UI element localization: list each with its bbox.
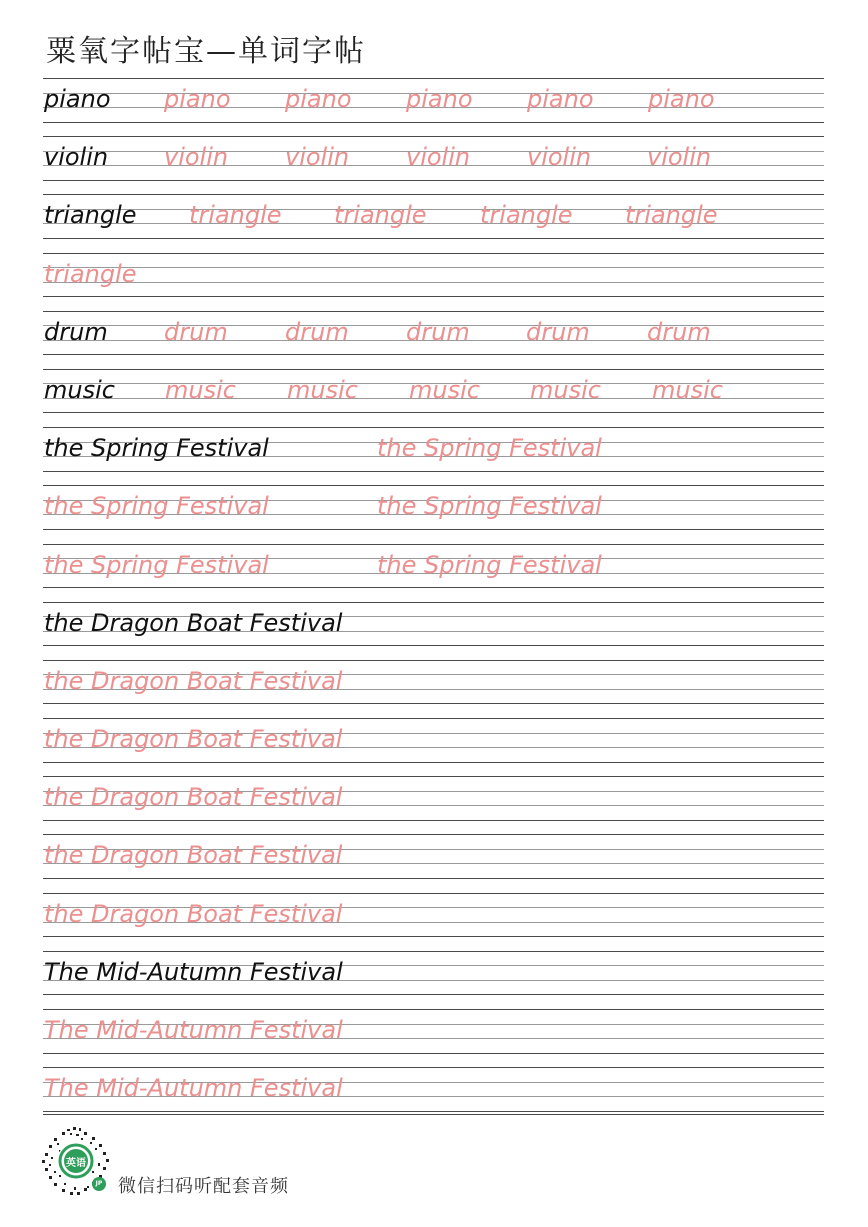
trace-word: triangle [480,201,573,230]
model-word: piano [44,85,111,113]
trace-word: piano [648,85,715,113]
trace-word: piano [527,85,594,113]
qr-corner-label: JP [95,1180,103,1187]
trace-word: drum [285,317,349,346]
practice-row-triangle-continued [43,253,824,311]
trace-word: drum [526,317,590,346]
trace-word: violin [647,143,712,172]
trace-word: music [409,375,480,404]
trace-word: The Mid-Autumn Festival [44,1016,343,1044]
trace-word: The Mid-Autumn Festival [44,1074,343,1103]
trace-word: the Dragon Boat Festival [44,666,343,695]
practice-row-dragon-boat-festival-trace [43,718,824,776]
model-word: triangle [44,201,137,230]
trace-word: drum [164,317,228,346]
closing-rule [43,1114,824,1115]
practice-row-violin [43,136,824,194]
trace-word: violin [164,143,229,172]
practice-row-dragon-boat-festival-trace [43,660,824,718]
practice-row-triangle [43,194,824,252]
practice-row-music [43,369,824,427]
trace-word: the Spring Festival [377,492,602,521]
model-word: The Mid-Autumn Festival [44,957,343,986]
practice-row-dragon-boat-festival [43,602,824,660]
trace-word: triangle [189,201,282,230]
trace-word: the Spring Festival [377,550,602,579]
trace-word: violin [406,143,471,172]
model-word: the Dragon Boat Festival [44,608,343,637]
trace-word: triangle [625,201,718,230]
practice-row-drum [43,311,824,369]
trace-word: drum [647,317,711,346]
trace-word: the Spring Festival [44,550,269,579]
practice-row-spring-festival [43,427,824,485]
trace-word: the Dragon Boat Festival [44,725,343,754]
trace-word: violin [527,143,592,172]
scan-instruction: 微信扫码听配套音频 [118,1176,289,1197]
practice-row-piano [43,78,824,136]
trace-word: the Spring Festival [44,492,269,521]
practice-row-mid-autumn-festival-trace [43,1067,824,1125]
model-word: drum [44,317,108,346]
trace-word: the Dragon Boat Festival [44,841,343,870]
trace-word: piano [285,85,352,113]
handwriting-practice-sheet [43,78,824,1125]
trace-word: music [165,375,236,404]
practice-row-dragon-boat-festival-trace [43,893,824,951]
practice-row-spring-festival-trace [43,544,824,602]
page-title: 粟氧字帖宝—单词字帖 [46,34,366,69]
trace-word: triangle [334,201,427,230]
model-word: violin [44,143,109,172]
qr-badge-label: 英语 [66,1158,86,1169]
model-word: the Spring Festival [44,434,269,463]
trace-word: the Dragon Boat Festival [44,899,343,928]
trace-word: music [652,375,723,404]
trace-word: piano [164,85,231,113]
practice-row-spring-festival-trace [43,485,824,543]
audio-footer [40,1126,360,1201]
trace-word: violin [285,143,350,172]
model-word: music [44,375,115,404]
practice-row-mid-autumn-festival-trace [43,1009,824,1067]
trace-word: the Dragon Boat Festival [44,783,343,812]
practice-row-mid-autumn-festival [43,951,824,1009]
practice-row-dragon-boat-festival-trace [43,834,824,892]
trace-word: the Spring Festival [377,434,602,463]
practice-row-dragon-boat-festival-trace [43,776,824,834]
trace-word: drum [406,317,470,346]
trace-word: piano [406,85,473,113]
trace-word: triangle [44,259,137,288]
trace-word: music [287,375,358,404]
trace-word: music [530,375,601,404]
